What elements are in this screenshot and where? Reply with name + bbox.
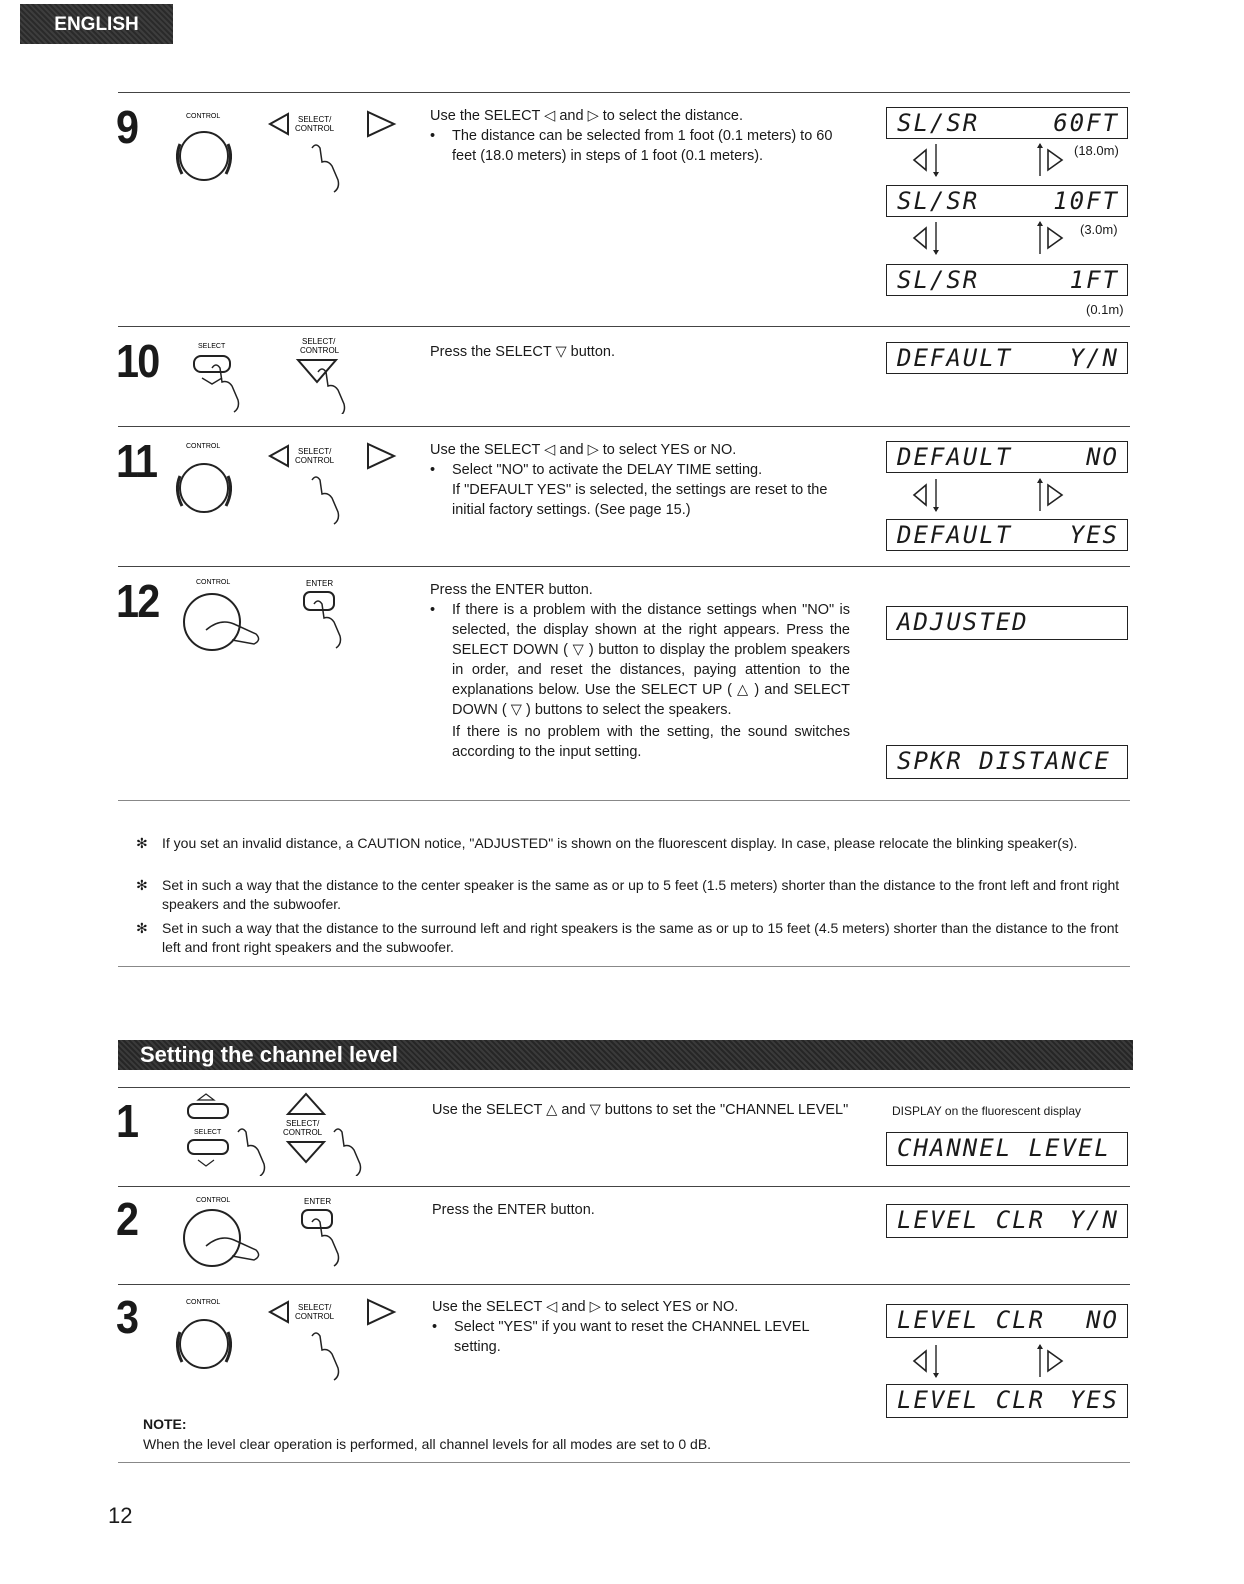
lcd-display: SL/SR 10FT [886, 185, 1128, 217]
svg-text:SELECT/: SELECT/ [302, 338, 336, 346]
svg-text:SELECT: SELECT [198, 343, 226, 350]
divider [118, 92, 1130, 93]
svg-text:CONTROL: CONTROL [295, 456, 335, 465]
step-number: 1 [116, 1095, 138, 1147]
note-item: ✻ Set in such a way that the distance to the surround left and right speakers is the same as or up to 15 feet (4.5 meters) shorter than the distance to the front left and front right speakers and the subwoofer. [136, 920, 1119, 955]
divider [118, 326, 1130, 327]
svg-text:CONTROL: CONTROL [300, 346, 340, 355]
svg-text:SELECT/: SELECT/ [298, 447, 332, 456]
bullet-note: • If there is a problem with the distance settings when "NO" is selected, the display shown at the right appears. Press the SELECT DOWN ( ▽ ) button to display the problem speakers in order, and reset the distances, paying attention to the explanations below. Use the SELECT UP ( △ ) and SELECT DOWN ( ▽ ) buttons to select the speakers. [430, 602, 850, 718]
svg-text:CONTROL: CONTROL [295, 124, 335, 133]
step-number: 9 [116, 101, 138, 153]
step-11-text [430, 440, 850, 520]
step-number: 2 [116, 1193, 138, 1245]
svg-text:CONTROL: CONTROL [186, 443, 221, 450]
lcd-display: DEFAULT Y/N [886, 342, 1128, 374]
control-knob-enter-icon [176, 576, 376, 660]
divider [118, 1087, 1130, 1088]
distance-note: (0.1m) [1086, 302, 1124, 317]
instruction: Use the SELECT ◁ and ▷ to select YES or NO. [432, 1299, 739, 1315]
lcd-display: SL/SR 60FT [886, 107, 1128, 139]
indent-note: If "DEFAULT YES" is selected, the settings are reset to the initial factory settings. (See page 15.) [452, 482, 828, 518]
instruction: Press the ENTER button. [430, 582, 593, 598]
step-number: 11 [116, 435, 157, 487]
bullet-note: • Select "YES" if you want to reset the CHANNEL LEVEL setting. [432, 1319, 809, 1355]
page-number: 12 [108, 1503, 133, 1528]
section-header [118, 1040, 1133, 1070]
note-heading: NOTE: [143, 1416, 187, 1432]
step-12-text [430, 580, 850, 762]
step-3-text [432, 1297, 852, 1357]
svg-text:CONTROL: CONTROL [283, 1128, 323, 1137]
divider [118, 566, 1130, 567]
distance-note: (18.0m) [1074, 143, 1119, 158]
lcd-display: LEVEL CLR NO [886, 1304, 1128, 1338]
section-title: Setting the channel level [140, 1042, 398, 1067]
lcd-display: DEFAULT NO [886, 441, 1128, 473]
step-1-text [432, 1100, 852, 1120]
bullet-note: • Select "NO" to activate the DELAY TIME setting. [430, 462, 763, 478]
instruction: Use the SELECT △ and ▽ buttons to set the "CHANNEL LEVEL" [432, 1102, 849, 1118]
lcd-display: DEFAULT YES [886, 519, 1128, 551]
svg-text:CONTROL: CONTROL [196, 1197, 231, 1204]
note-item: ✻ If you set an invalid distance, a CAUTION notice, "ADJUSTED" is shown on the fluorescent display. In case, please relocate the blinking speaker(s). [136, 835, 1078, 851]
svg-text:CONTROL: CONTROL [186, 1299, 221, 1306]
select-down-button-icon [190, 338, 390, 414]
knob-label: CONTROL [186, 113, 221, 120]
step-number: 3 [116, 1291, 138, 1343]
step-number: 10 [116, 335, 159, 387]
step-10-text [430, 342, 850, 362]
distance-note: (3.0m) [1080, 222, 1118, 237]
lcd-display: LEVEL CLR Y/N [886, 1204, 1128, 1238]
control-knob-select-icon [172, 1296, 412, 1384]
step-9-text [430, 106, 850, 166]
divider [118, 800, 1130, 801]
lcd-display: ADJUSTED [886, 606, 1128, 640]
divider [118, 1284, 1130, 1285]
note-item: ✻ Set in such a way that the distance to the center speaker is the same as or up to 5 feet (1.5 meters) shorter than the distance to the front left and front right speakers and the subwoofer. [136, 877, 1120, 912]
divider [118, 1462, 1130, 1463]
lcd-display: CHANNEL LEVEL [886, 1132, 1128, 1166]
step-2-text [432, 1200, 852, 1220]
display-caption: DISPLAY on the fluorescent display [892, 1104, 1081, 1118]
bullet-note: • The distance can be selected from 1 foot (0.1 meters) to 60 feet (18.0 meters) in steps of 1 foot (0.1 meters). [430, 128, 833, 164]
svg-text:SELECT/: SELECT/ [298, 115, 332, 124]
lcd-display: SL/SR 1FT [886, 264, 1128, 296]
divider [118, 966, 1130, 967]
svg-text:ENTER: ENTER [304, 1197, 332, 1206]
instruction: Use the SELECT ◁ and ▷ to select YES or NO. [430, 442, 737, 458]
instruction: Press the ENTER button. [432, 1202, 595, 1218]
instruction: Press the SELECT ▽ button. [430, 344, 615, 360]
indent-note: If there is no problem with the setting, the sound switches according to the input setting. [452, 724, 850, 760]
svg-text:ENTER: ENTER [306, 579, 334, 588]
select-up-down-icon [184, 1092, 404, 1176]
svg-text:SELECT: SELECT [194, 1129, 222, 1136]
lcd-display: LEVEL CLR YES [886, 1384, 1128, 1418]
control-knob-select-icon [172, 108, 412, 196]
arrow-left-right-icon [910, 477, 1130, 513]
instruction: Use the SELECT ◁ and ▷ to select the distance. [430, 108, 744, 124]
language-tab: ENGLISH [20, 4, 173, 44]
divider [118, 1186, 1130, 1187]
svg-text:CONTROL: CONTROL [295, 1312, 335, 1321]
svg-text:SELECT/: SELECT/ [298, 1303, 332, 1312]
lcd-display: SPKR DISTANCE [886, 745, 1128, 779]
arrow-left-right-icon [910, 1343, 1130, 1379]
step-number: 12 [116, 575, 159, 627]
svg-text:CONTROL: CONTROL [196, 579, 231, 586]
svg-text:SELECT/: SELECT/ [286, 1119, 320, 1128]
note-text: When the level clear operation is performed, all channel levels for all modes are set to 0 dB. [143, 1436, 712, 1452]
control-knob-enter-icon [176, 1194, 376, 1274]
control-knob-select-icon [172, 440, 412, 528]
divider [118, 426, 1130, 427]
